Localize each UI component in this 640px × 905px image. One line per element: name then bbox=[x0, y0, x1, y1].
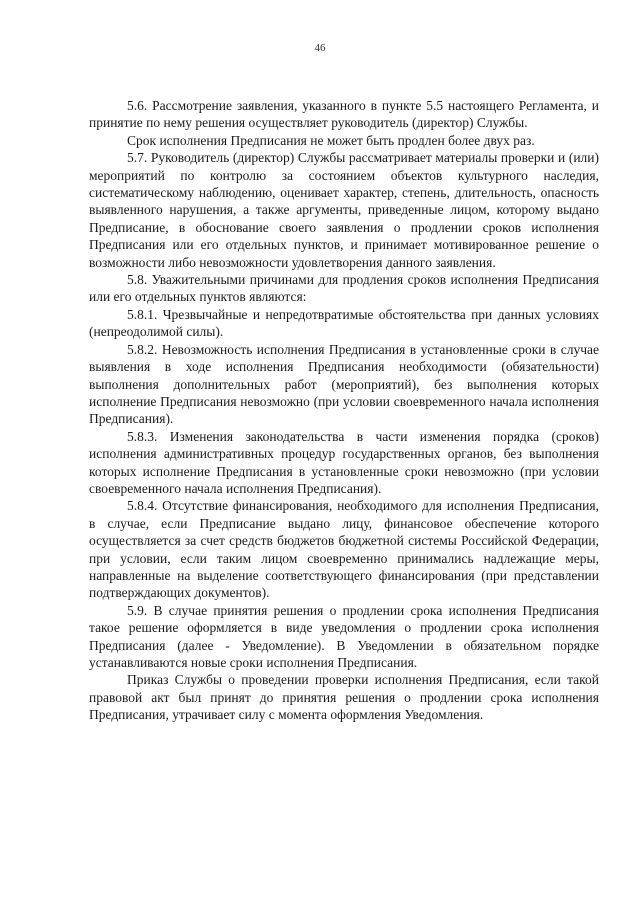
paragraph-order-revocation: Приказ Службы о проведении проверки исполнения Предписания, если такой правовой акт был принят до принятия решения о продлении срока исполнения Предписания, утрачивает силу с момента оформления Уведомления. bbox=[89, 672, 599, 723]
paragraph-5-9: 5.9. В случае принятия решения о продлении срока исполнения Предписания такое решение оформляется в виде уведомления о продлении срока исполнения Предписания (далее - Уведомление). В Уведомлении в обязательном порядке устанавливаются новые сроки исполнения Предписания. bbox=[89, 602, 599, 670]
paragraph-5-8-2: 5.8.2. Невозможность исполнения Предписания в установленные сроки в случае выявления в ходе исполнения Предписания необходимости (обязательности) выполнения дополнительных работ (мероприятий), без выполнения которых исполнение Предписания невозможно (при условии своевременного начала исполнения Предписания). bbox=[89, 341, 599, 427]
paragraph-5-6: 5.6. Рассмотрение заявления, указанного в пункте 5.5 настоящего Регламента, и принятие по нему решения осуществляет руководитель (директор) Службы. bbox=[89, 98, 599, 131]
paragraph-5-8-3: 5.8.3. Изменения законодательства в части изменения порядка (сроков) исполнения административных процедур государственных органов, без выполнения которых исполнение Предписания в установленные сроки невозможно (при условии своевременного начала исполнения Предписания). bbox=[89, 428, 599, 496]
paragraph-5-8-4: 5.8.4. Отсутствие финансирования, необходимого для исполнения Предписания, в случае, если Предписание выдано лицу, финансовое обеспечение которого осуществляется за счет средств бюджетов бюджетной системы Российской Федерации, при условии, если таким лицом своевременно принимались надлежащие меры, направленные на выделение соответствующего финансирования (при представлении подтверждающих документов). bbox=[89, 498, 599, 601]
paragraph-5-8: 5.8. Уважительными причинами для продления сроков исполнения Предписания или его отдельных пунктов являются: bbox=[89, 272, 599, 305]
paragraph-5-7: 5.7. Руководитель (директор) Службы рассматривает материалы проверки и (или) мероприятий по контролю за состоянием объектов культурного наследия, систематическому наблюдению, оценивает характер, степень, длительность, опасность выявленного нарушения, а также аргументы, приведенные лицом, которому выдано Предписание, в обоснование своего заявления о продлении сроков исполнения Предписания или его отдельных пунктов, и принимает мотивированное решение о возможности либо невозможности удовлетворения данного заявления. bbox=[89, 150, 599, 270]
page-number: 46 bbox=[314, 42, 326, 54]
document-body bbox=[89, 97, 599, 724]
paragraph-extension-limit: Срок исполнения Предписания не может быть продлен более двух раз. bbox=[127, 132, 535, 148]
paragraph-5-8-1: 5.8.1. Чрезвычайные и непредотвратимые обстоятельства при данных условиях (непреодолимой силы). bbox=[89, 306, 599, 340]
